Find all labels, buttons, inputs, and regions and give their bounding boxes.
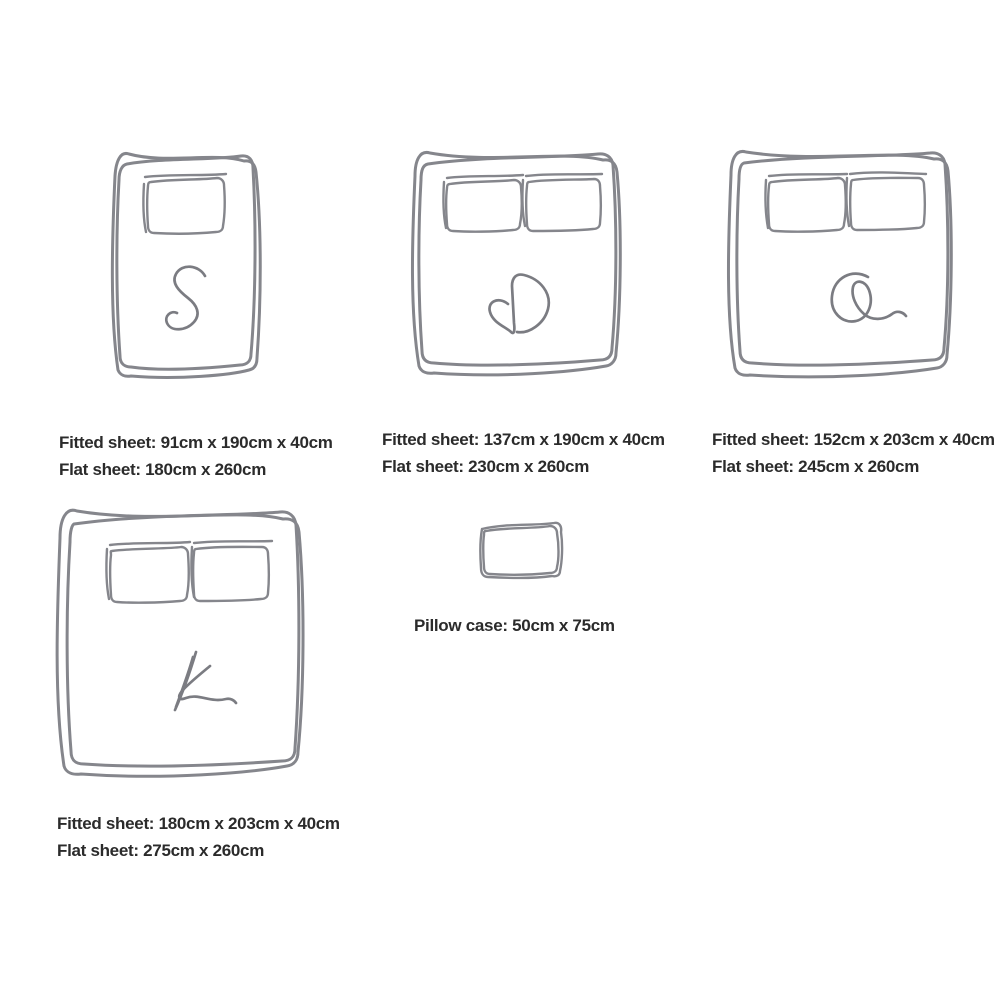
pillow-icon [846,172,926,230]
pillow-case-caption [414,612,615,639]
mattress-outline [728,151,951,376]
king-bed-sketch [44,500,320,786]
letter-q-glyph [832,274,906,322]
pillow-icon [106,542,190,603]
king-size-caption [57,810,340,864]
letter-s-glyph [166,267,205,330]
fitted-sheet-label: Fitted sheet: 137cm x 190cm x 40cm [382,430,665,449]
pillow-icon [443,175,523,232]
fitted-sheet-label: Fitted sheet: 180cm x 203cm x 40cm [57,814,340,833]
letter-d-glyph [489,275,548,333]
pillow-case-label: Pillow case: 50cm x 75cm [414,616,615,635]
pillow-icon [143,174,226,234]
pillow-icon [765,174,847,232]
double-size-caption [382,426,665,480]
fitted-sheet-label: Fitted sheet: 152cm x 203cm x 40cm [712,430,995,449]
double-bed-sketch [402,146,630,382]
flat-sheet-label: Flat sheet: 180cm x 260cm [59,460,267,479]
single-size-caption [59,429,333,483]
pillow-icon [522,174,602,231]
fitted-sheet-label: Fitted sheet: 91cm x 190cm x 40cm [59,433,333,452]
flat-sheet-label: Flat sheet: 275cm x 260cm [57,841,265,860]
single-bed-sketch [103,148,267,386]
flat-sheet-label: Flat sheet: 245cm x 260cm [712,457,920,476]
flat-sheet-label: Flat sheet: 230cm x 260cm [382,457,590,476]
pillow-case-sketch [473,518,565,582]
queen-bed-sketch [716,144,966,386]
letter-k-glyph [175,652,236,710]
queen-size-caption [712,426,995,480]
pillow-icon [191,541,272,601]
pillow-case-icon [480,523,562,578]
